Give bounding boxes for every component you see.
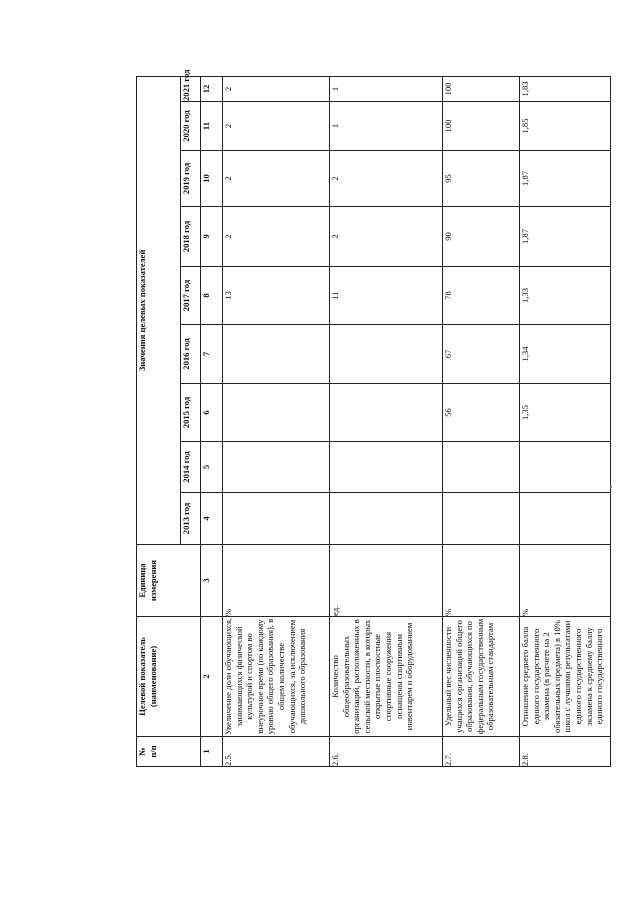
header-indicator: Целевой показатель (наименование) (137, 617, 201, 737)
value-cell: 56 (443, 384, 520, 442)
table-row (520, 76, 611, 766)
column-number: 4 (201, 493, 223, 545)
header-year: 2020 год (181, 102, 201, 151)
indicator-name: Количество общеобразовательных организаций, расположенных в сельской местности, в которых открытые плоскостные спортивные сооружения оснащены спортивным инвентарем и оборудованием (330, 617, 443, 737)
value-cell: 1,87 (520, 151, 611, 207)
value-cell: 1,34 (520, 325, 611, 384)
column-number-row (201, 76, 223, 766)
column-number: 10 (201, 151, 223, 207)
value-cell (223, 384, 330, 442)
value-cell: 1,35 (520, 384, 611, 442)
value-cell (520, 442, 611, 493)
indicator-name: Удельный вес численности учащихся организаций общего образования, обучающихся по федеральным государственным образовательным стандартам (443, 617, 520, 737)
table-row (443, 76, 520, 766)
target-indicators-table (136, 69, 611, 767)
header-year: 2013 год (181, 493, 201, 545)
unit-cell: ед. (330, 545, 443, 617)
row-number: 2.8. (520, 737, 611, 767)
table-row (223, 76, 330, 766)
column-number: 11 (201, 102, 223, 151)
value-cell: 2 (223, 102, 330, 151)
value-cell: 1,33 (520, 267, 611, 325)
value-cell: 1,83 (520, 76, 611, 101)
header-year: 2018 год (181, 207, 201, 267)
value-cell: 11 (330, 267, 443, 325)
value-cell: 2 (223, 151, 330, 207)
value-cell (223, 493, 330, 545)
scan-speck (610, 486, 612, 488)
unit-cell: % (223, 545, 330, 617)
column-number: 2 (201, 617, 223, 737)
value-cell: 100 (443, 102, 520, 151)
header-year: 2015 год (181, 384, 201, 442)
table-row (330, 76, 443, 766)
column-number: 8 (201, 267, 223, 325)
unit-cell: % (520, 545, 611, 617)
row-number: 2.7. (443, 737, 520, 767)
value-cell (330, 493, 443, 545)
value-cell: 2 (330, 151, 443, 207)
column-number: 5 (201, 442, 223, 493)
header-num: № п/п (137, 737, 201, 767)
value-cell (330, 384, 443, 442)
value-cell: 1,87 (520, 207, 611, 267)
value-cell (223, 325, 330, 384)
row-number: 2.6. (330, 737, 443, 767)
header-unit: Единица измерения (137, 545, 201, 617)
unit-cell: % (443, 545, 520, 617)
value-cell: 1 (330, 102, 443, 151)
header-year: 2016 год (181, 325, 201, 384)
value-cell: 100 (443, 76, 520, 101)
value-cell: 2 (223, 76, 330, 101)
value-cell: 95 (443, 151, 520, 207)
value-cell (330, 325, 443, 384)
value-cell: 90 (443, 207, 520, 267)
value-cell: 67 (443, 325, 520, 384)
header-year: 2014 год (181, 442, 201, 493)
value-cell: 1,85 (520, 102, 611, 151)
indicator-name: Отношение среднего балла единого государственного экзамена (в расчете на 2 обязательных предмета) в 10% школ с лучшими результатами единого государственного экзамена к среднему баллу единого государственного (520, 617, 611, 737)
header-year: 2019 год (181, 151, 201, 207)
column-number: 9 (201, 207, 223, 267)
column-number: 7 (201, 325, 223, 384)
column-number: 3 (201, 545, 223, 617)
indicator-name: Увеличение доли обучающихся, занимающихся физической культурой и спортом во внеурочное время (по каждому уровню общего образования), в общем количестве обучающихся, за исключением дошкольного образования (223, 617, 330, 737)
header-year: 2017 год (181, 267, 201, 325)
column-number: 6 (201, 384, 223, 442)
value-cell (520, 493, 611, 545)
value-cell: 2 (330, 207, 443, 267)
value-cell (223, 442, 330, 493)
value-cell: 2 (223, 207, 330, 267)
header-year: 2021 год (181, 76, 201, 101)
value-cell (443, 493, 520, 545)
column-number: 12 (201, 76, 223, 101)
header-row-group (137, 76, 181, 766)
rotated-table-frame (136, 69, 610, 767)
value-cell: 13 (223, 267, 330, 325)
row-number: 2.5. (223, 737, 330, 767)
value-cell (443, 442, 520, 493)
value-cell (330, 442, 443, 493)
header-values-group: Значения целевых показателей (137, 76, 181, 544)
column-number: 1 (201, 737, 223, 767)
value-cell: 78 (443, 267, 520, 325)
value-cell: 1 (330, 76, 443, 101)
